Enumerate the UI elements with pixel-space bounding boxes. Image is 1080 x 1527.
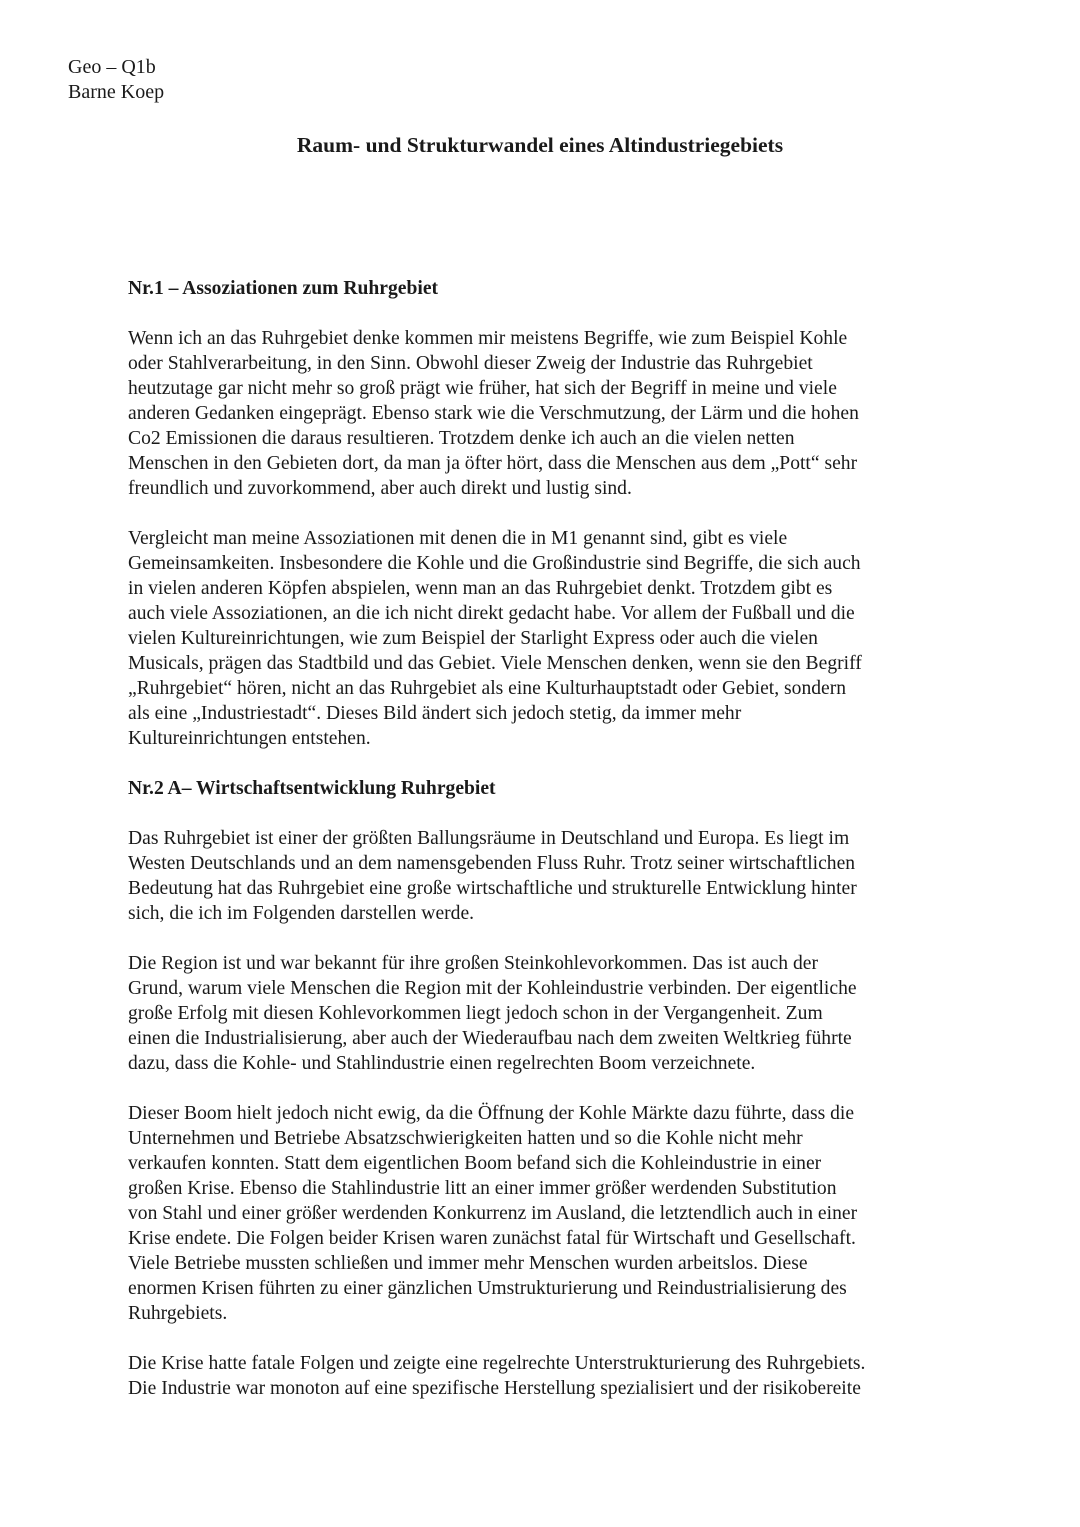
section-1 bbox=[128, 276, 958, 751]
text-line: Die Region ist und war bekannt für ihre großen Steinkohlevorkommen. Das ist auch der bbox=[128, 953, 818, 974]
text-line: Die Industrie war monoton auf eine spezifische Herstellung spezialisiert und der risikobereite bbox=[128, 1378, 861, 1399]
text-line: von Stahl und einer größer werdenden Konkurrenz im Ausland, die letztendlich auch in einer bbox=[128, 1203, 858, 1224]
text-line: Das Ruhrgebiet ist einer der größten Ballungsräume in Deutschland und Europa. Es liegt im bbox=[128, 828, 850, 849]
text-line: Musicals, prägen das Stadtbild und das Gebiet. Viele Menschen denken, wenn sie den Begriff bbox=[128, 653, 862, 674]
text-line: Viele Betriebe mussten schließen und immer mehr Menschen wurden arbeitslos. Diese bbox=[128, 1253, 808, 1274]
text-line: Kultureinrichtungen entstehen. bbox=[128, 728, 371, 749]
text-line: oder Stahlverarbeitung, in den Sinn. Obwohl dieser Zweig der Industrie das Ruhrgebiet bbox=[128, 353, 813, 374]
text-line: auch viele Assoziationen, an die ich nicht direkt gedacht habe. Vor allem der Fußball und die bbox=[128, 603, 855, 624]
text-line: Vergleicht man meine Assoziationen mit denen die in M1 genannt sind, gibt es viele bbox=[128, 528, 788, 549]
text-line: Dieser Boom hielt jedoch nicht ewig, da die Öffnung der Kohle Märkte dazu führte, dass die bbox=[128, 1103, 855, 1124]
text-line: große Erfolg mit diesen Kohlevorkommen liegt jedoch schon in der Vergangenheit. Zum bbox=[128, 1003, 823, 1024]
text-line: großen Krise. Ebenso die Stahlindustrie litt an einer immer größer werdenden Substitution bbox=[128, 1178, 837, 1199]
text-line: anderen Gedanken eingeprägt. Ebenso stark wie die Verschmutzung, der Lärm und die hohen bbox=[128, 403, 859, 424]
text-line: Menschen in den Gebieten dort, da man ja öfter hört, dass die Menschen aus dem „Pott“ sehr bbox=[128, 453, 858, 474]
paragraph bbox=[128, 951, 958, 1076]
text-line: einen die Industrialisierung, aber auch der Wiederaufbau nach dem zweiten Weltkrieg führte bbox=[128, 1028, 852, 1049]
text-line: als eine „Industriestadt“. Dieses Bild ändert sich jedoch stetig, da immer mehr bbox=[128, 703, 742, 724]
text-line: freundlich und zuvorkommend, aber auch direkt und lustig sind. bbox=[128, 478, 632, 499]
document-title: Raum- und Strukturwandel eines Altindustriegebiets bbox=[296, 133, 784, 157]
text-line: sich, die ich im Folgenden darstellen werde. bbox=[128, 903, 475, 924]
course-label: Geo – Q1b bbox=[68, 56, 156, 78]
text-line: Unternehmen und Betriebe Absatzschwierigkeiten hatten und so die Kohle nicht mehr bbox=[128, 1128, 803, 1149]
text-line: Gemeinsamkeiten. Insbesondere die Kohle und die Großindustrie sind Begriffe, die sich auch bbox=[128, 553, 861, 574]
text-line: vielen Kultureinrichtungen, wie zum Beispiel der Starlight Express oder auch die vielen bbox=[128, 628, 818, 649]
text-line: verkaufen konnten. Statt dem eigentlichen Boom befand sich die Kohleindustrie in einer bbox=[128, 1153, 822, 1174]
text-line: Westen Deutschlands und an dem namensgebenden Fluss Ruhr. Trotz seiner wirtschaftlichen bbox=[128, 853, 856, 874]
text-line: Die Krise hatte fatale Folgen und zeigte eine regelrechte Unterstrukturierung des Ruhrgebiets. bbox=[128, 1353, 866, 1374]
section-heading: Nr.2 A– Wirtschaftsentwicklung Ruhrgebiet bbox=[128, 778, 496, 799]
paragraph bbox=[128, 526, 958, 751]
text-line: heutzutage gar nicht mehr so groß prägt wie früher, hat sich der Begriff in meine und viele bbox=[128, 378, 837, 399]
section-2 bbox=[128, 776, 958, 1401]
text-line: Bedeutung hat das Ruhrgebiet eine große wirtschaftliche und strukturelle Entwicklung hinter bbox=[128, 878, 857, 899]
author-name: Barne Koep bbox=[68, 81, 165, 103]
text-line: Wenn ich an das Ruhrgebiet denke kommen mir meistens Begriffe, wie zum Beispiel Kohle bbox=[128, 328, 848, 349]
paragraph bbox=[128, 826, 958, 926]
text-line: dazu, dass die Kohle- und Stahlindustrie einen regelrechten Boom verzeichnete. bbox=[128, 1053, 756, 1074]
paragraph bbox=[128, 1351, 958, 1401]
text-line: Grund, warum viele Menschen die Region mit der Kohleindustrie verbinden. Der eigentliche bbox=[128, 978, 857, 999]
paragraph bbox=[128, 1101, 958, 1326]
text-line: in vielen anderen Köpfen abspielen, wenn man an das Ruhrgebiet denkt. Trotzdem gibt es bbox=[128, 578, 833, 599]
document-body bbox=[128, 276, 958, 1426]
text-line: Co2 Emissionen die daraus resultieren. Trotzdem denke ich auch an die vielen netten bbox=[128, 428, 795, 449]
text-line: Krise endete. Die Folgen beider Krisen waren zunächst fatal für Wirtschaft und Gesellschaft. bbox=[128, 1228, 856, 1249]
document-header bbox=[68, 55, 164, 105]
section-heading: Nr.1 – Assoziationen zum Ruhrgebiet bbox=[128, 278, 439, 299]
text-line: enormen Krisen führten zu einer gänzlichen Umstrukturierung und Reindustrialisierung des bbox=[128, 1278, 847, 1299]
paragraph bbox=[128, 326, 958, 501]
text-line: Ruhrgebiets. bbox=[128, 1303, 228, 1324]
text-line: „Ruhrgebiet“ hören, nicht an das Ruhrgebiet als eine Kulturhauptstadt oder Gebiet, sondern bbox=[128, 678, 847, 699]
